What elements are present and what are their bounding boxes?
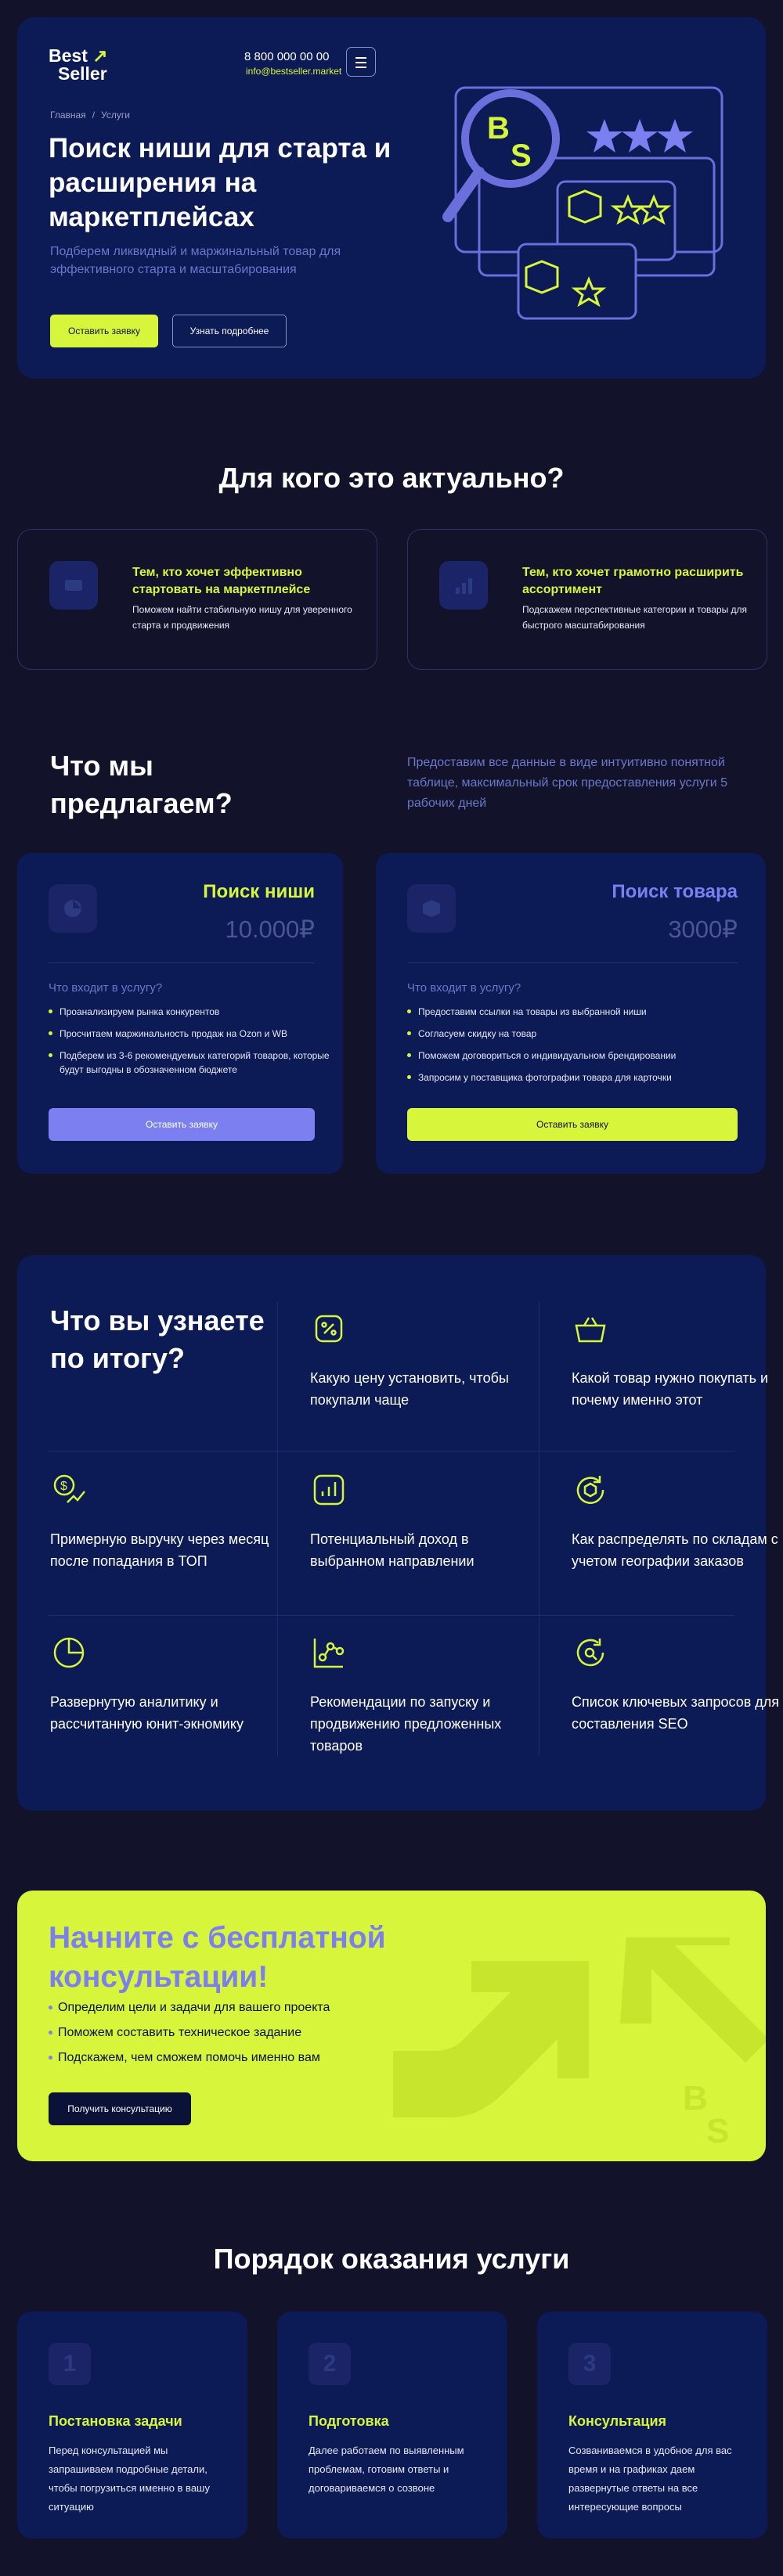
- step-number: 3: [568, 2343, 611, 2385]
- list-item: Запросим у поставщика фотографии товара для карточки: [407, 1070, 736, 1085]
- divider: [49, 1451, 734, 1452]
- learn-more-button[interactable]: Узнать подробнее: [172, 315, 287, 347]
- list-item: Подберем из 3-6 рекомендуемых категорий товаров, которые будут выгодны в обозначенном бюджете: [49, 1049, 330, 1077]
- step-card: [537, 2312, 767, 2538]
- email-link[interactable]: info@bestseller.market: [246, 66, 342, 77]
- submit-request-button[interactable]: Оставить заявку: [407, 1108, 738, 1141]
- who-card-title: Тем, кто хочет эффективно стартовать на маркетплейсе: [132, 566, 311, 596]
- step-number: 2: [309, 2343, 351, 2385]
- growth-chart-icon: [439, 561, 488, 610]
- who-card: [17, 529, 377, 670]
- result-text: Как распределять по складам с учетом географии заказов: [572, 1531, 778, 1569]
- scatter-chart-icon: [310, 1634, 348, 1671]
- submit-request-button[interactable]: Оставить заявку: [50, 315, 158, 347]
- distribution-icon: [572, 1471, 609, 1509]
- steps-title: Порядок оказания услуги: [213, 2243, 570, 2275]
- cta-list: [49, 1995, 330, 2071]
- rocket-icon: [49, 561, 98, 610]
- refresh-search-icon: [572, 1634, 609, 1671]
- offer-items: [407, 1005, 736, 1092]
- who-card-title: Тем, кто хочет грамотно расширить ассортимент: [522, 566, 744, 596]
- menu-button[interactable]: [346, 47, 376, 77]
- list-item: Поможем договориться о индивидуальном брендировании: [407, 1049, 736, 1063]
- get-consultation-button[interactable]: Получить консультацию: [49, 2092, 191, 2125]
- divider: [49, 1615, 734, 1616]
- result-item: [572, 1310, 783, 1411]
- result-text: Развернутую аналитику и рассчитанную юнит-экномику: [50, 1694, 244, 1732]
- watermark-b: B: [683, 2079, 708, 2117]
- result-text: Рекомендации по запуску и продвижению предложенных товаров: [310, 1694, 502, 1754]
- box-icon: [407, 884, 456, 933]
- result-item: [310, 1310, 529, 1411]
- offer-name: Поиск ниши: [203, 881, 315, 902]
- page-title: Поиск ниши для старта и расширения на маркетплейсах: [49, 133, 392, 232]
- pie-chart-icon: [49, 884, 97, 933]
- who-title: Для кого это актуально?: [218, 462, 565, 494]
- who-card: [407, 529, 767, 670]
- list-item: Просчитаем маржинальность продаж на Ozon и WB: [49, 1027, 330, 1041]
- svg-text:$: $: [60, 1480, 67, 1493]
- step-desc: Созваниваемся в удобное для вас время и на графиках даем развернутые ответы на все интересующие вопросы: [568, 2445, 732, 2513]
- revenue-growth-icon: [50, 1471, 88, 1509]
- consultation-cta: [17, 1891, 766, 2161]
- results-section: [17, 1255, 780, 1811]
- result-item: [572, 1634, 783, 1735]
- list-item: Поможем составить техническое задание: [49, 2020, 330, 2045]
- offer-card-product: [376, 853, 766, 1174]
- list-item: Согласуем скидку на товар: [407, 1027, 736, 1041]
- hero-subtitle: Подберем ликвидный и маржинальный товар для эффективного старта и масштабирования: [50, 245, 341, 276]
- result-item: [310, 1634, 529, 1757]
- step-desc: Перед консультацией мы запрашиваем подробные детали, чтобы погрузиться именно в вашу ситуацию: [49, 2445, 210, 2513]
- offer-card-niche: [17, 853, 343, 1174]
- submit-request-button[interactable]: Оставить заявку: [49, 1108, 315, 1141]
- breadcrumb-services[interactable]: Услуги: [101, 110, 130, 121]
- breadcrumb-home[interactable]: Главная: [50, 110, 86, 121]
- offer-title: Что мы предлагаем?: [50, 750, 233, 819]
- watermark-s: S: [706, 2112, 730, 2150]
- step-card: [277, 2312, 507, 2538]
- step-title: Консультация: [568, 2413, 667, 2429]
- step-title: Подготовка: [309, 2413, 389, 2429]
- bar-chart-icon: [310, 1471, 348, 1509]
- step-title: Постановка задачи: [49, 2413, 182, 2429]
- list-item: Проанализируем рынка конкурентов: [49, 1005, 330, 1019]
- pie-chart-icon: [50, 1634, 88, 1671]
- divider: [49, 962, 315, 963]
- breadcrumb: Главная / Услуги: [50, 110, 130, 121]
- divider: [407, 962, 738, 963]
- who-card-desc: Подскажем перспективные категории и товары для быстрого масштабирования: [522, 604, 748, 631]
- magnifier-illustration-icon: [432, 72, 745, 330]
- logo[interactable]: Best ↗ Seller: [49, 45, 108, 84]
- step-desc: Далее работаем по выявленным проблемам, готовим ответы и договариваемся о созвоне: [309, 2445, 464, 2494]
- offer-price: 3000₽: [668, 916, 738, 943]
- results-title: Что вы узнаете по итогу?: [50, 1304, 265, 1374]
- offer-name: Поиск товара: [612, 881, 738, 902]
- list-item: Предоставим ссылки на товары из выбранной ниши: [407, 1005, 736, 1019]
- offer-items: [49, 1005, 330, 1085]
- badge-b: B: [487, 111, 510, 146]
- offer-question: Что входит в услугу?: [49, 981, 163, 995]
- result-item: [310, 1471, 529, 1572]
- cta-title: Начните с бесплатной консультации!: [49, 1921, 386, 1994]
- hero-section: [17, 17, 766, 379]
- step-card: [17, 2312, 247, 2538]
- result-text: Какую цену установить, чтобы покупали чаще: [310, 1370, 509, 1408]
- result-text: Список ключевых запросов для составления SEO: [572, 1694, 780, 1732]
- phone-link[interactable]: 8 800 000 00 00: [244, 50, 330, 63]
- result-text: Потенциальный доход в выбранном направлении: [310, 1531, 474, 1569]
- offer-question: Что входит в услугу?: [407, 981, 521, 995]
- result-item: [572, 1471, 783, 1572]
- result-text: Какой товар нужно покупать и почему именно этот: [572, 1370, 769, 1408]
- basket-icon: [572, 1310, 609, 1347]
- result-item: [50, 1634, 269, 1735]
- result-item: [50, 1471, 269, 1572]
- list-item: Определим цели и задачи для вашего проекта: [49, 1995, 330, 2020]
- result-text: Примерную выручку через месяц после попадания в ТОП: [50, 1531, 269, 1569]
- divider: [277, 1302, 278, 1756]
- offer-note: Предоставим все данные в виде интуитивно понятной таблице, максимальный срок предоставления услуги 5 рабочих дней: [407, 756, 727, 810]
- who-card-desc: Поможем найти стабильную нишу для уверенного старта и продвижения: [132, 604, 352, 631]
- list-item: Подскажем, чем сможем помочь именно вам: [49, 2045, 330, 2071]
- percent-tag-icon: [310, 1310, 348, 1347]
- step-number: 1: [49, 2343, 91, 2385]
- offer-price: 10.000₽: [225, 916, 315, 943]
- badge-s: S: [511, 139, 532, 173]
